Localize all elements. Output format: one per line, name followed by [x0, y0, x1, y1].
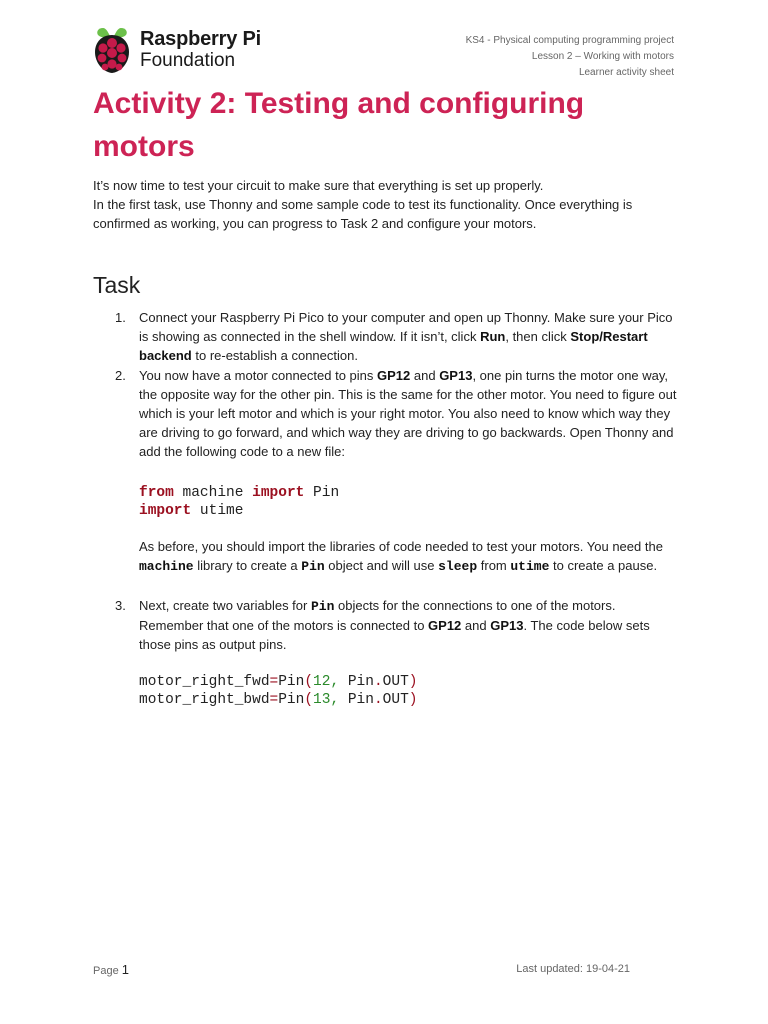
- task-heading: Task: [93, 272, 141, 298]
- task-step-2: [93, 366, 683, 576]
- step-number: 1.: [115, 310, 126, 325]
- step-number: 3.: [115, 598, 126, 614]
- code-block-pins: motor_right_fwd=Pin(12, Pin.OUT) motor_right_bwd=Pin(13, Pin.OUT): [139, 673, 418, 708]
- run-label: Run: [480, 329, 506, 345]
- raspberry-pi-foundation-logo: [92, 25, 282, 77]
- intro-line: In the first task, use Thonny and some sample code to test its functionality. Once everything is confirmed as working, you can progress to Task 2 and configure your motors.: [93, 197, 633, 231]
- meta-sheet-type: Learner activity sheet: [578, 67, 674, 78]
- task-step-3: [93, 596, 683, 709]
- task-step-list: [93, 308, 683, 709]
- step-number: 2.: [115, 367, 126, 383]
- raspberry-pi-logo-icon: [92, 25, 132, 75]
- intro-line: It’s now time to test your circuit to make sure that everything is set up properly.: [93, 178, 544, 193]
- intro-text: [93, 176, 683, 233]
- meta-course: KS4 - Physical computing programming project: [465, 35, 674, 46]
- document-meta: [466, 33, 674, 81]
- step-text: You now have a motor connected to pins GP12 and GP13, one pin turns the motor one way, the opposite way for the other pin. This is the same for the other motor. You need to figure out which is your left motor and which is your right motor. You also need to know which way they are driving to go forward, and which way they are driving to go backwards. Open Thonny and add the following code to a new file:: [139, 367, 677, 460]
- logo-text-line2: Foundation: [140, 50, 236, 71]
- page-title: Activity 2: Testing and configuring motors: [93, 87, 585, 163]
- stop-restart-label: Stop/Restart backend: [139, 329, 648, 364]
- step-text: Connect your Raspberry Pi Pico to your computer and open up Thonny. Make sure your Pico is showing as connected in the shell window. If it isn’t, click Run, then click Stop/Restart backend to re-establish a connection.: [139, 310, 673, 364]
- logo-text-line1: Raspberry Pi: [140, 28, 261, 50]
- step-text: Next, create two variables for Pin objects for the connections to one of the motors. Remember that one of the motors is connected to GP12 and GP13. The code below sets those pins as output pins.: [139, 598, 650, 653]
- step-explanation: As before, you should import the libraries of code needed to test your motors. You need the machine library to create a Pin object and will use sleep from utime to create a pause.: [139, 538, 663, 574]
- code-block-imports: from machine import Pin import utime: [139, 484, 340, 519]
- last-updated: Last updated: 19-04-21: [516, 963, 630, 975]
- meta-lesson: Lesson 2 – Working with motors: [531, 51, 674, 62]
- page-number: Page 1: [93, 962, 129, 977]
- task-step-1: [93, 308, 683, 366]
